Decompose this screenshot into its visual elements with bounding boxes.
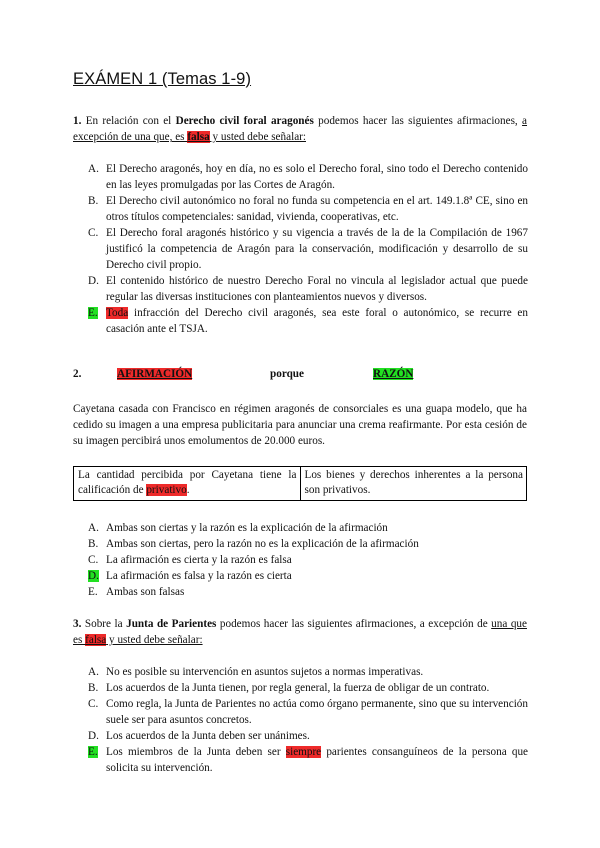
q2-razon-label: RAZÓN	[373, 368, 414, 380]
afirmacion-highlight: AFIRMACIÓN	[117, 368, 193, 380]
q3-topic: Junta de Parientes	[126, 618, 217, 630]
q1-instruction-b: y usted debe señalar:	[209, 131, 306, 143]
option-letter-selected: D.	[88, 570, 99, 582]
option-letter: E.	[88, 586, 98, 598]
option-text: El contenido histórico de nuestro Derecho Foral no vincula al legislador actual que puede regular las diversas instituciones con planteamientos nuevos y diversos.	[106, 275, 528, 303]
q3-instruction-a: una que es	[73, 618, 527, 646]
option-letter: B.	[88, 682, 99, 694]
q3-option-b[interactable]	[88, 680, 528, 696]
option-letter: D.	[88, 275, 99, 287]
option-text: Los acuerdos de la Junta deben ser unánimes.	[106, 730, 310, 742]
option-text: Ambas son falsas	[106, 586, 185, 598]
option-letter-selected: E.	[88, 746, 98, 758]
q3-intro	[73, 616, 527, 648]
q1-option-d[interactable]	[88, 273, 528, 305]
q1-intro	[73, 113, 527, 145]
q2-option-c[interactable]	[88, 552, 528, 568]
q2-number: 2.	[73, 368, 82, 380]
option-letter-selected: E.	[88, 307, 98, 319]
option-letter: B.	[88, 195, 99, 207]
q1-topic: Derecho civil foral aragonés	[175, 115, 314, 127]
option-text: No es posible su intervención en asuntos sujetos a normas imperativas.	[106, 666, 424, 678]
q2-option-a[interactable]	[88, 520, 528, 536]
option-letter: A.	[88, 666, 99, 678]
privativo-highlight: privativo	[146, 484, 187, 496]
cell-text-a: La cantidad percibida por Cayetana tiene la calificación de	[78, 469, 297, 496]
q2-afirmacion-label	[113, 368, 206, 380]
q2-porque: porque	[270, 368, 304, 380]
q1-option-b[interactable]	[88, 193, 528, 225]
q3-intro-text-b: podemos hacer las siguientes afirmaciones, a excepción de	[216, 618, 492, 630]
q2-statement: Cayetana casada con Francisco en régimen aragonés de consorciales es una guapa modelo, que ha cedido su imagen a una empresa publicitaria para anunciar una crema reafirmante. Por esta cesión de su imagen percibirá unos emolumentos de 20.000 euros.	[73, 403, 527, 447]
q3-false-highlight: falsa	[85, 634, 107, 646]
q2-comparison-table	[73, 466, 527, 501]
q2-afirmacion-cell	[74, 467, 301, 501]
option-letter: A.	[88, 163, 99, 175]
option-text: Ambas son ciertas y la razón es la explicación de la afirmación	[106, 522, 388, 534]
q2-razon-cell: Los bienes y derechos inherentes a la persona son privativos.	[300, 467, 527, 501]
q3-intro-text-a: Sobre la	[81, 618, 127, 630]
q1-option-c[interactable]	[88, 225, 528, 273]
q2-options	[88, 520, 528, 600]
option-letter: B.	[88, 538, 99, 550]
q1-intro-text-b: podemos hacer las siguientes afirmaciones,	[313, 115, 523, 127]
option-text: El Derecho aragonés, hoy en día, no es solo el Derecho foral, sino todo el Derecho contenido en las leyes promulgadas por las Cortes de Aragón.	[106, 163, 528, 191]
option-letter: C.	[88, 554, 99, 566]
q1-option-e[interactable]	[88, 305, 528, 337]
cell-text-b: .	[186, 484, 190, 496]
q3-option-e[interactable]	[88, 744, 528, 776]
q3-option-d[interactable]	[88, 728, 528, 744]
option-text: Ambas son ciertas, pero la razón no es la explicación de la afirmación	[106, 538, 419, 550]
option-text: El Derecho foral aragonés histórico y su vigencia a través de la de la Compilación de 1967 justificó la competencia de Aragón para la conservación, modificación y desarrollo de su Derecho civil propio.	[106, 227, 528, 271]
option-letter: D.	[88, 730, 99, 742]
q3-option-c[interactable]	[88, 696, 528, 728]
exam-title: EXÁMEN 1 (Temas 1-9)	[73, 70, 252, 88]
option-text-post: parientes consanguíneos de la persona que solicita su intervención.	[106, 746, 529, 774]
q1-instruction-a: a excepción de una que, es	[73, 115, 528, 143]
option-text: La afirmación es falsa y la razón es cierta	[106, 570, 292, 582]
q1-false-highlight: falsa	[187, 131, 210, 143]
q2-header	[73, 368, 527, 386]
q2-option-d[interactable]	[88, 568, 528, 584]
q3-option-a[interactable]	[88, 664, 528, 680]
q3-e-highlight: siempre	[285, 746, 322, 758]
option-text-pre: Los miembros de la Junta deben ser	[106, 746, 286, 758]
option-letter: A.	[88, 522, 99, 534]
q1-options	[88, 161, 528, 337]
q3-instruction-b: y usted debe señalar:	[106, 634, 203, 646]
q2-option-b[interactable]	[88, 536, 528, 552]
q3-number: 3.	[73, 618, 82, 630]
q2-option-e[interactable]	[88, 584, 528, 600]
q1-e-highlight: Toda	[106, 307, 129, 319]
q1-intro-text-a: En relación con el	[81, 115, 176, 127]
option-text: infracción del Derecho civil aragonés, sea este foral o autonómico, se recurre en casación ante el TSJA.	[106, 307, 528, 335]
option-letter: C.	[88, 227, 99, 239]
option-letter: C.	[88, 698, 99, 710]
option-text: Los acuerdos de la Junta tienen, por regla general, la fuerza de obligar de un contrato.	[106, 682, 490, 694]
q1-option-a[interactable]	[88, 161, 528, 193]
q3-options	[88, 664, 528, 776]
option-text: El Derecho civil autonómico no foral no funda su competencia en el art. 149.1.8ª CE, sino en otros títulos competenciales: sanidad, vivienda, cooperativas, etc.	[106, 195, 528, 223]
option-text: Como regla, la Junta de Parientes no actúa como órgano permanente, sino que su intervención suele ser para asuntos concretos.	[106, 698, 528, 726]
option-text: La afirmación es cierta y la razón es falsa	[106, 554, 292, 566]
q1-number: 1.	[73, 115, 82, 127]
